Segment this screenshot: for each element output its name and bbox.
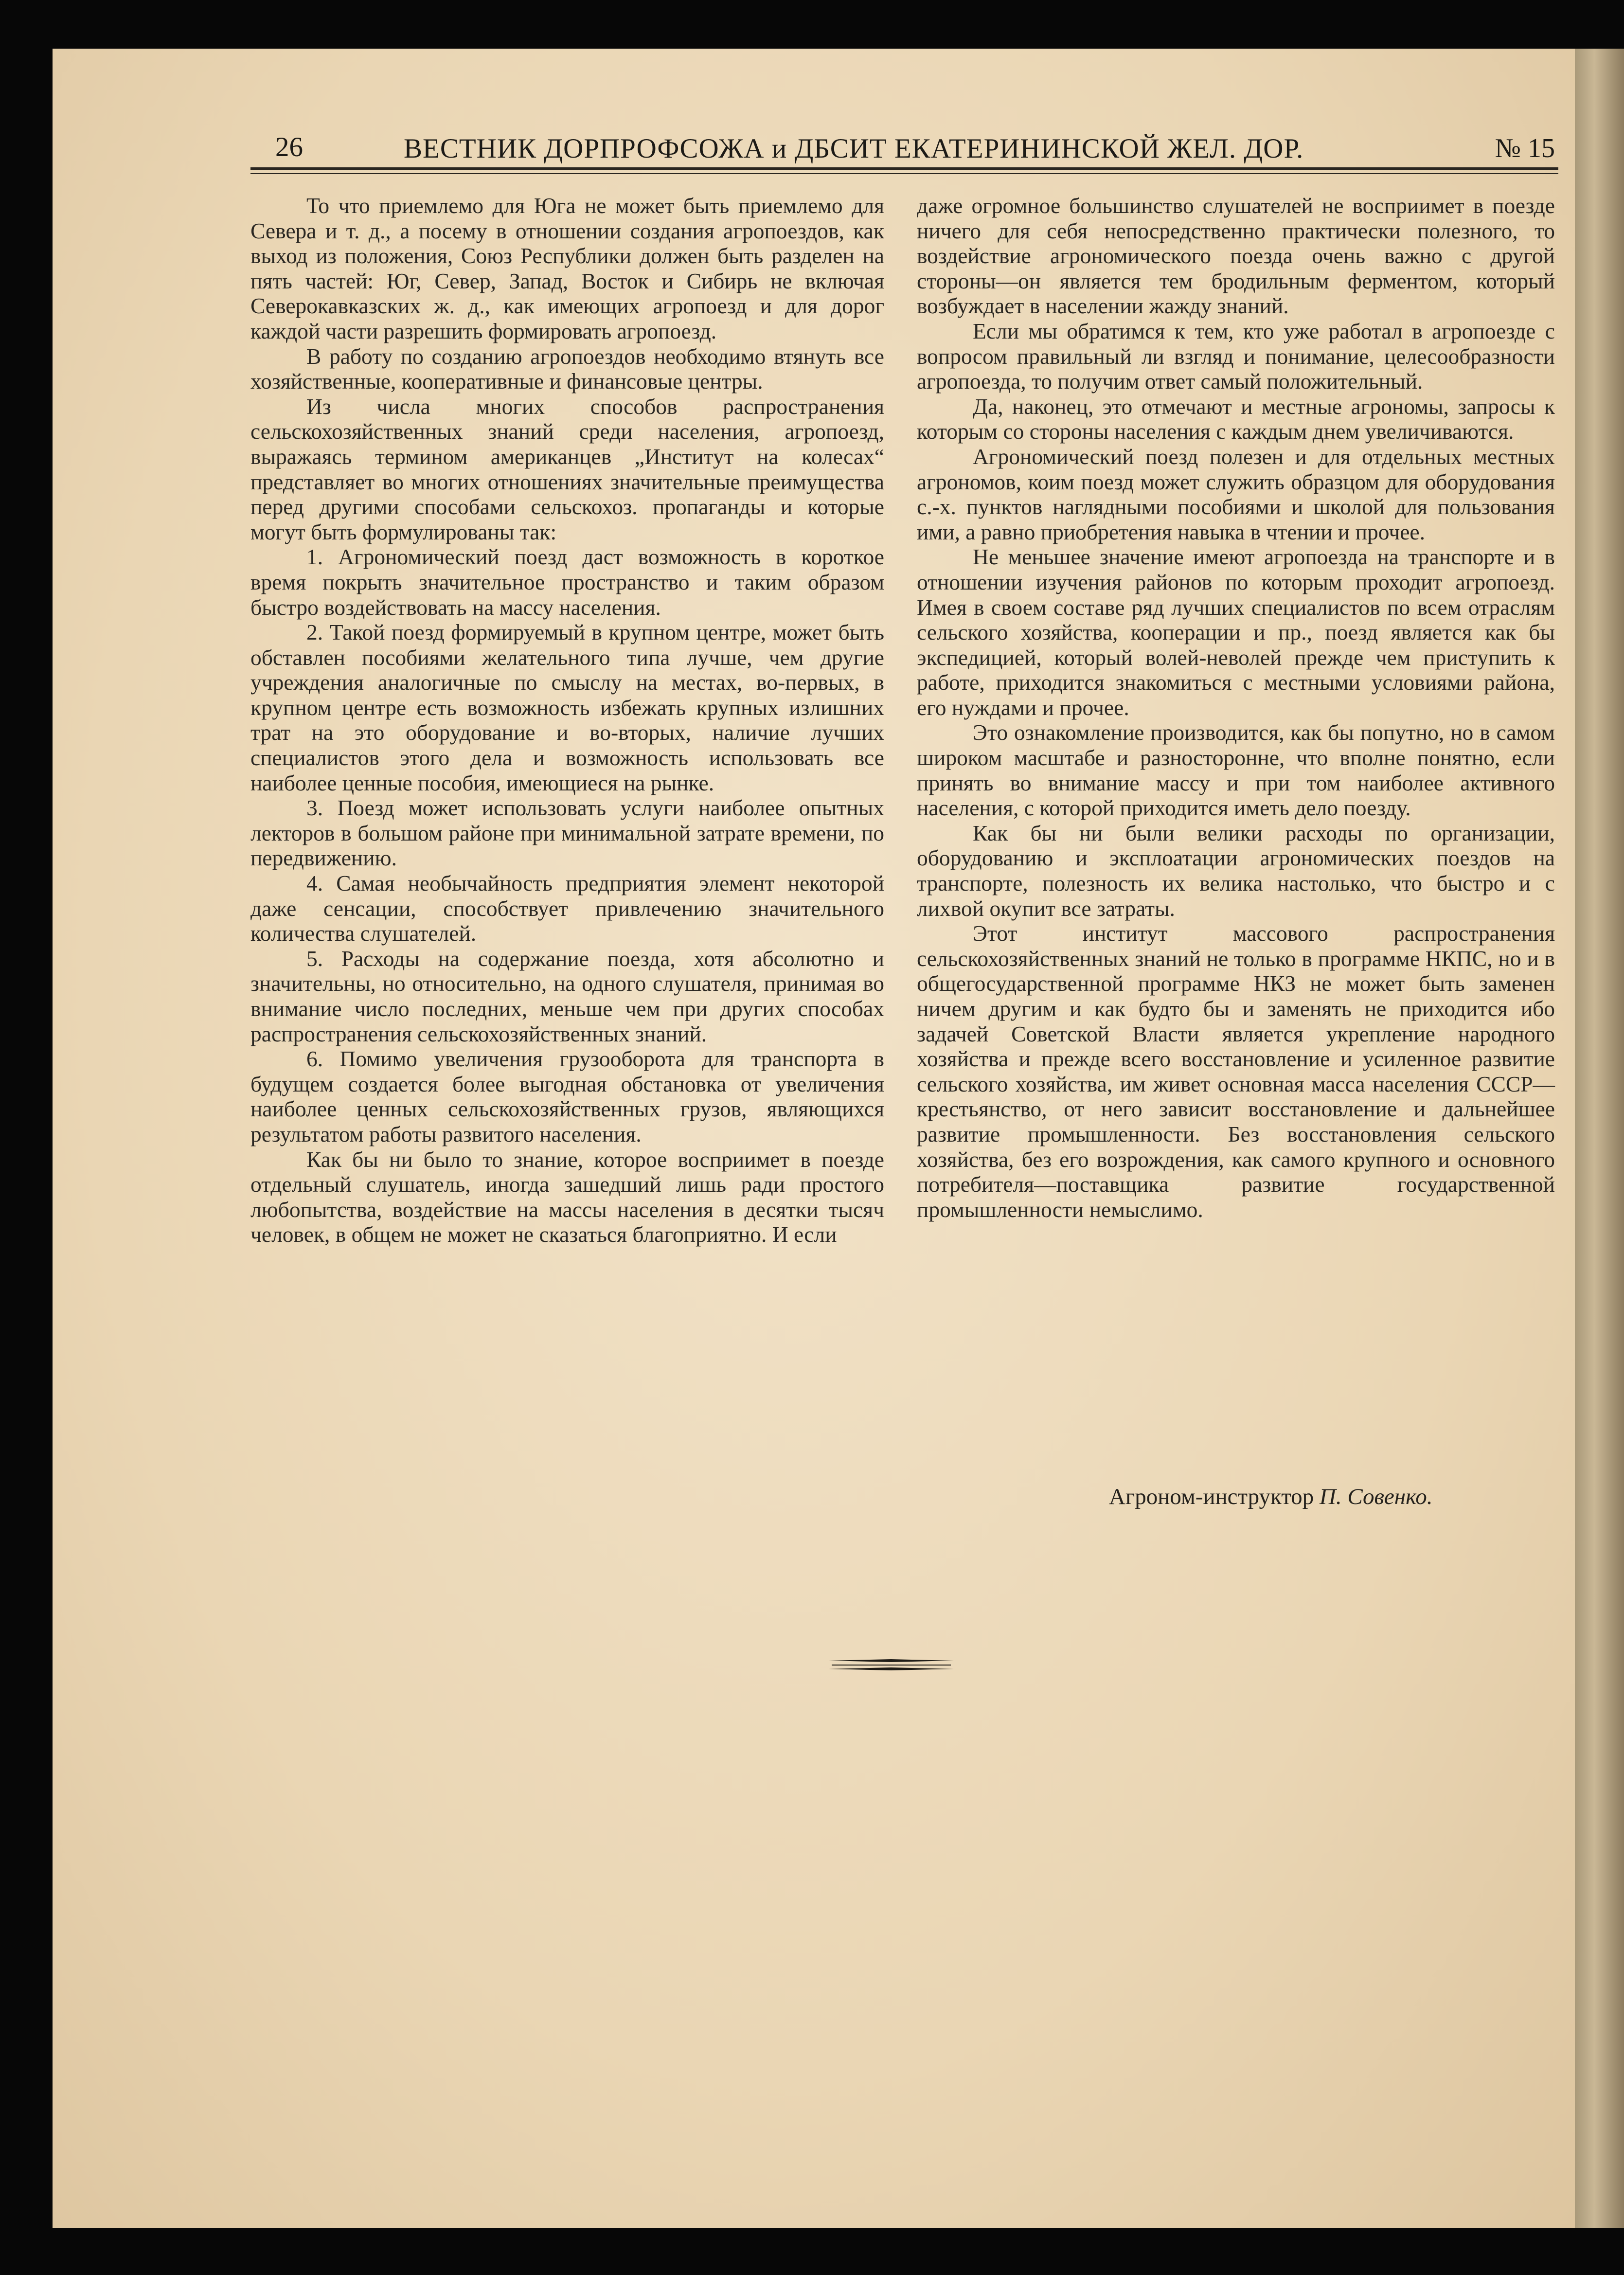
signature-role: Агроном-инструктор xyxy=(1109,1484,1314,1509)
paragraph: Агрономический поезд полезен и для отдельных местных агрономов, коим поезд может служить образцом для оборудования с.-х. пунктов наглядными пособиями и школой для пользования ими, а равно приобретения навыка в чтении и прочее. xyxy=(917,444,1555,544)
next-page-edge xyxy=(1575,49,1624,2228)
paragraph: Это ознакомление производится, как бы попутно, но в самом широком масштабе и разносторонне, что вполне понятно, если принять во внимание массу и при том наиболее активного населения, с которой приходится иметь дело поезду. xyxy=(917,720,1555,821)
paragraph: То что приемлемо для Юга не может быть приемлемо для Севера и т. д., а посему в отношении создания агропоездов, как выход из положения, Союз Республики должен быть разделен на пять частей: Юг, Север, Запад, Восток и Сибирь не включая Северокавказских ж. д., как имеющих агропоезд и для дорог каждой части разрешить формировать агропоезд. xyxy=(250,193,884,343)
paragraph: Из числа многих способов распространения сельскохозяйственных знаний среди населения, агропоезд, выражаясь термином американцев „Институт на колесах“ представляет во многих отношениях значительные преимущества перед другими способами сельскохоз. пропаганды и которые могут быть формулированы так: xyxy=(250,394,884,544)
paragraph: 2. Такой поезд формируемый в крупном центре, может быть обставлен пособиями желательного типа лучше, чем другие учреждения аналогичные по смыслу на местах, во-первых, в крупном центре есть возможность избежать крупных излишних трат на это оборудование и во-вторых, наличие лучших специалистов этого дела и возможность использовать все наиболее ценные пособия, имеющиеся на рынке. xyxy=(250,620,884,795)
paragraph: Не меньшее значение имеют агропоезда на транспорте и в отношении изучения районов по которым проходит агропоезд. Имея в своем составе ряд лучших специалистов по всем отраслям сельского хозяйства, кооперации и пр., поезд является как бы экспедицией, который волей-неволей прежде чем приступить к работе, приходится знакомиться с местными условиями района, его нуждами и прочее. xyxy=(917,544,1555,720)
paragraph: 3. Поезд может использовать услуги наиболее опытных лекторов в большом районе при минимальной затрате времени, по передвижению. xyxy=(250,795,884,871)
paragraph: В работу по созданию агропоездов необходимо втянуть все хозяйственные, кооперативные и финансовые центры. xyxy=(250,343,884,394)
journal-title: ВЕСТНИК ДОРПРОФСОЖА и ДБСИТ ЕКАТЕРИНИНСКОЙ ЖЕЛ. ДОР. xyxy=(404,133,1304,164)
header-rule-thin xyxy=(250,173,1558,174)
running-header xyxy=(198,89,1558,170)
page-number: 26 xyxy=(275,132,303,162)
double-rule-divider-icon xyxy=(827,1657,956,1674)
header-rule-thick xyxy=(250,167,1558,170)
paragraph: Как бы ни были велики расходы по организации, оборудованию и эксплоатации агрономических поездов на транспорте, полезность их велика настолько, что быстро и с лихвой окупит все затраты. xyxy=(917,820,1555,921)
paragraph: 6. Помимо увеличения грузооборота для транспорта в будущем создается более выгодная обстановка от увеличения наиболее ценных сельскохозяйственных грузов, являющихся результатом работы развитого населения. xyxy=(250,1046,884,1146)
issue-number: № 15 xyxy=(1495,133,1555,163)
left-column xyxy=(250,193,884,1247)
paragraph: Если мы обратимся к тем, кто уже работал в агропоезде с вопросом правильный ли взгляд и понимание, целесообразности агропоезда, то получим ответ самый положительный. xyxy=(917,318,1555,394)
paragraph: 1. Агрономический поезд даст возможность в короткое время покрыть значительное пространство и таким образом быстро воздействовать на массу населения. xyxy=(250,544,884,620)
paragraph: 5. Расходы на содержание поезда, хотя абсолютно и значительны, но относительно, на одного слушателя, принимая во внимание число последних, меньше чем при других способах распространения сельскохозяйственных знаний. xyxy=(250,946,884,1046)
signature-name: П. Совенко. xyxy=(1319,1484,1433,1509)
paragraph-continued: даже огромное большинство слушателей не восприимет в поезде ничего для себя непосредственно практически полезного, то воздействие агрономического поезда очень важно с другой стороны—он является тем бродильным ферментом, который возбуждает в населении жажду знаний. xyxy=(917,193,1555,319)
author-signature xyxy=(1109,1484,1433,1510)
paragraph: Как бы ни было то знание, которое восприимет в поезде отдельный слушатель, иногда зашедший лишь ради простого любопытства, воздействие на массы населения в десятки тысяч человек, в общем не может не сказаться благоприятно. И если xyxy=(250,1146,884,1247)
paragraph: 4. Самая необычайность предприятия элемент некоторой даже сенсации, способствует привлечению значительного количества слушателей. xyxy=(250,871,884,946)
paragraph: Этот институт массового распространения сельскохозяйственных знаний не только в программе НКПС, но и в общегосударственной программе НКЗ не может быть заменен ничем другим и как будто бы и заменять не приходится ибо задачей Советской Власти является укрепление народного хозяйства и прежде всего восстановление и усиленное развитие сельского хозяйства, им живет основная масса населения СССР—крестьянство, от него зависит восстановление и дальнейшее развитие промышленности. Без восстановления сельского хозяйства, без его возрождения, как самого крупного и основного потребителя—поставщика развитие государственной промышленности немыслимо. xyxy=(917,921,1555,1222)
paragraph: Да, наконец, это отмечают и местные агрономы, запросы к которым со стороны населения с каждым днем увеличиваются. xyxy=(917,394,1555,444)
right-column xyxy=(917,193,1555,1222)
